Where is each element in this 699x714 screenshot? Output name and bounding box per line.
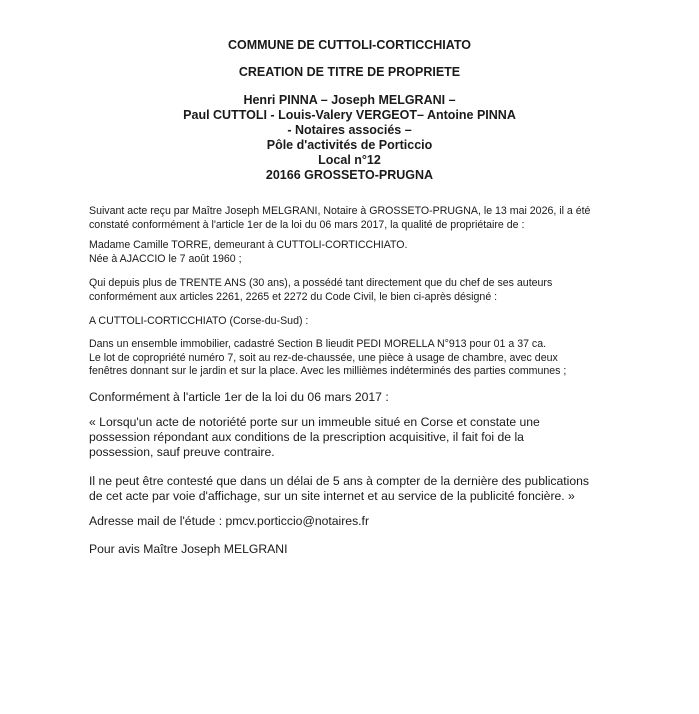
notaires-line: Local n°12 [318,153,381,167]
citation-line: possession, sauf preuve contraire. [89,445,275,459]
acte-line: constaté conformément à l'article 1er de la loi du 06 mars 2017, la qualité de propriétaire de : [89,218,525,231]
contestation-line: de cet acte par voie d'affichage, sur un site internet et au service de la publicité foncière. » [89,489,575,503]
proprietaire-paragraph [89,239,669,266]
notaires-line: Henri PINNA – Joseph MELGRANI – [243,93,456,107]
notaires-line: Paul CUTTOLI - Louis-Valery VERGEOT– Antoine PINNA [183,108,516,122]
conformement-paragraph [89,390,689,405]
designation-line: Dans un ensemble immobilier, cadastré Section B lieudit PEDI MORELLA N°913 pour 01 a 37 ca. [89,338,547,350]
notaires-block [0,93,699,183]
possession-line: Qui depuis plus de TRENTE ANS (30 ans), a possédé tant directement que du chef de ses auteurs [89,277,553,289]
acte-line: Suivant acte reçu par Maître Joseph MELGRANI, Notaire à GROSSETO-PRUGNA, le 13 mai 2026, il a été [89,205,591,217]
designation-line: Le lot de copropriété numéro 7, soit au rez-de-chaussée, une pièce à usage de chambre, avec deux [89,351,558,364]
lieu-paragraph [89,315,669,329]
commune-heading: COMMUNE DE CUTTOLI-CORTICCHIATO [227,38,472,52]
proprietaire-line: Madame Camille TORRE, demeurant à CUTTOLI-CORTICCHIATO. [89,239,408,251]
notaires-line: 20166 GROSSETO-PRUGNA [265,168,434,182]
notaires-line: - Notaires associés – [287,123,412,137]
avis-line: Pour avis Maître Joseph MELGRANI [89,542,288,556]
proprietaire-line: Née à AJACCIO le 7 août 1960 ; [89,252,242,265]
citation-line: possession répondant aux conditions de la prescription acquisitive, il fait foi de la [89,430,524,444]
lieu-line: A CUTTOLI-CORTICCHIATO (Corse-du-Sud) : [89,315,309,327]
adresse-mail-line: Adresse mail de l'étude : pmcv.porticcio@notaires.fr [89,514,370,528]
adresse-mail-paragraph [89,514,689,529]
document-title: CREATION DE TITRE DE PROPRIETE [238,65,461,79]
contestation-line: Il ne peut être contesté que dans un délai de 5 ans à compter de la dernière des publications [89,474,590,488]
contestation-paragraph [89,474,689,504]
citation-line: « Lorsqu'un acte de notoriété porte sur un immeuble situé en Corse et constate une [89,415,540,429]
designation-line: fenêtres donnant sur le jardin et sur la place. Avec les millièmes indéterminés des parties communes ; [89,365,567,377]
possession-line: conformément aux articles 2261, 2265 et 2272 du Code Civil, le bien ci-après désigné : [89,290,498,303]
acte-paragraph [89,205,669,232]
avis-paragraph [89,542,689,557]
citation-paragraph [89,415,689,460]
designation-paragraph [89,338,669,379]
conformement-line: Conformément à l'article 1er de la loi du 06 mars 2017 : [89,390,389,404]
notaires-line: Pôle d'activités de Porticcio [266,138,433,152]
possession-paragraph [89,277,669,304]
